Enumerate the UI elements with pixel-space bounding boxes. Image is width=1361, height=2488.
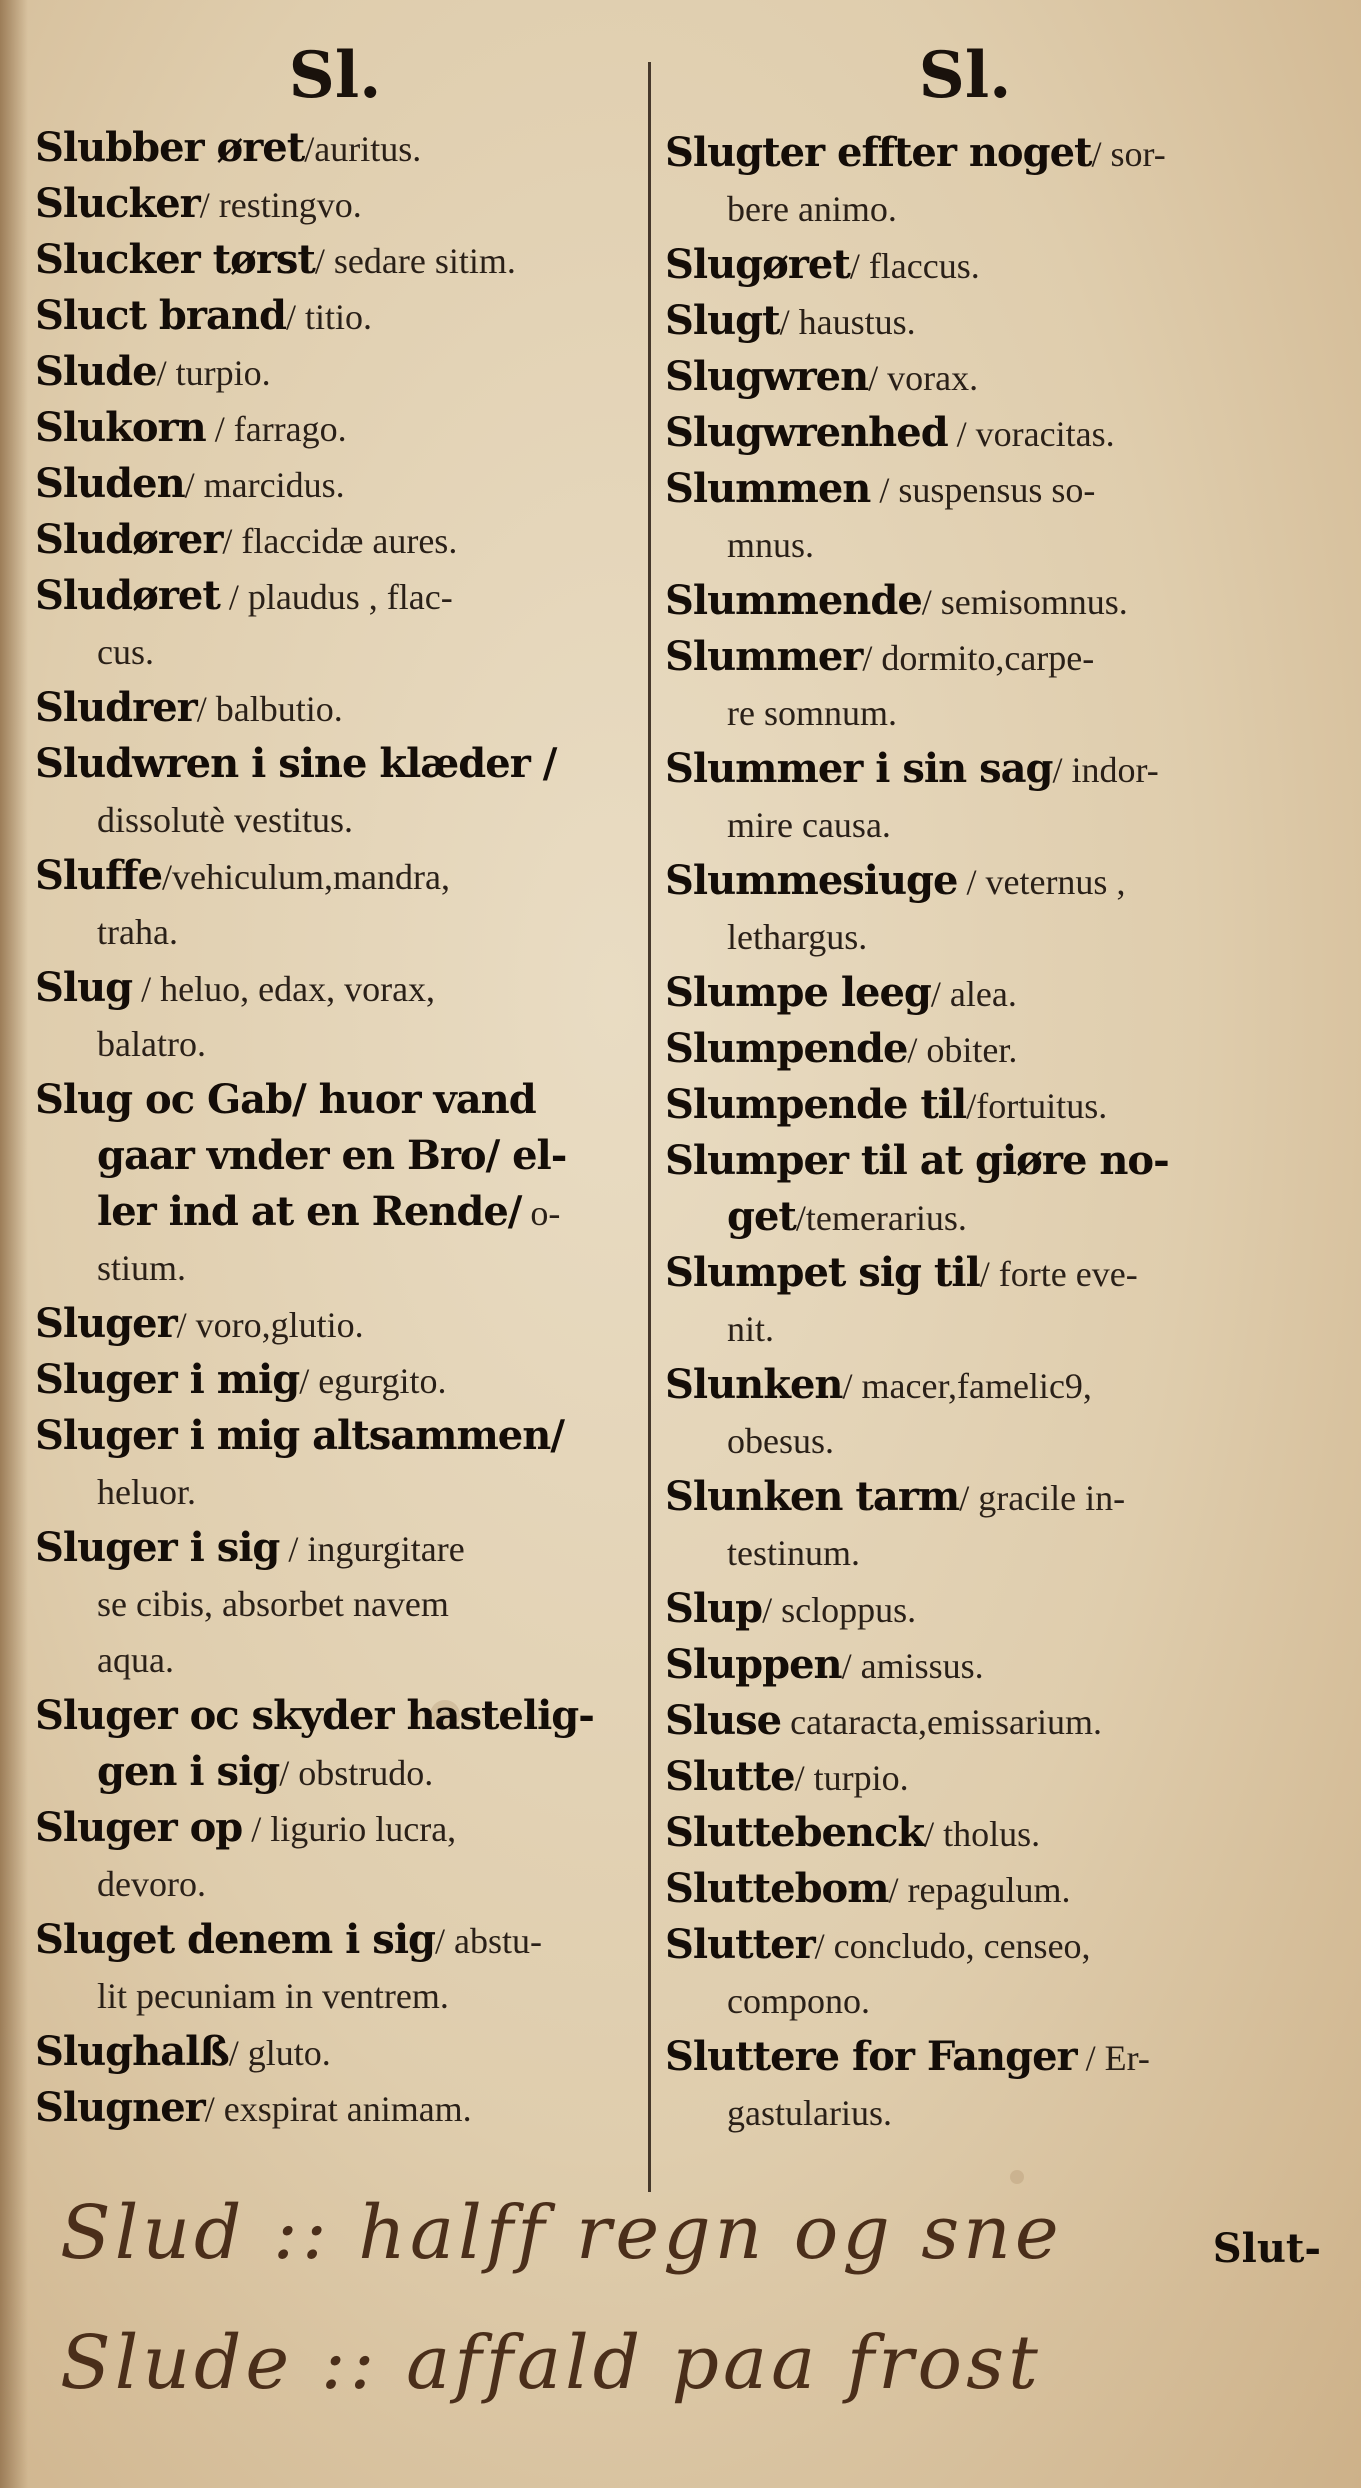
dictionary-line bbox=[665, 517, 1265, 573]
right-running-head: Sl. bbox=[918, 38, 1012, 113]
headword: Slutter bbox=[665, 1921, 815, 1968]
headword: Sluttebenck bbox=[665, 1809, 925, 1856]
latin-translation: / egurgito. bbox=[299, 1361, 447, 1401]
latin-translation: / Er- bbox=[1076, 2038, 1150, 2078]
headword: Slunken tarm bbox=[665, 1473, 960, 1520]
dictionary-line bbox=[35, 1688, 635, 1744]
dictionary-line bbox=[665, 1581, 1265, 1637]
latin-translation: mire causa. bbox=[727, 805, 891, 845]
column-divider bbox=[648, 62, 651, 2192]
latin-translation: / veternus , bbox=[957, 862, 1126, 902]
dictionary-line bbox=[35, 1744, 635, 1800]
dictionary-line bbox=[665, 1021, 1265, 1077]
latin-translation: / macer,famelic9, bbox=[842, 1366, 1092, 1406]
headword: Slumpet sig til bbox=[665, 1249, 980, 1296]
dictionary-line bbox=[35, 176, 635, 232]
headword: Sluct brand bbox=[35, 292, 286, 339]
headword: Sluse bbox=[665, 1697, 782, 1744]
dictionary-line bbox=[665, 1245, 1265, 1301]
dictionary-line bbox=[665, 909, 1265, 965]
dictionary-line bbox=[665, 797, 1265, 853]
left-entries bbox=[35, 120, 635, 2136]
latin-translation: / gracile in- bbox=[959, 1478, 1126, 1518]
dictionary-line bbox=[35, 456, 635, 512]
catchword: Slut- bbox=[1212, 2225, 1321, 2272]
headword: Sluget denem i sig bbox=[35, 1916, 435, 1963]
headword: Sluger oc skyder hastelig- bbox=[35, 1692, 594, 1739]
headword: Sluger op bbox=[35, 1804, 243, 1851]
headword: Slughalß bbox=[35, 2028, 229, 2075]
latin-translation: / plaudus , flac- bbox=[219, 577, 453, 617]
dictionary-line bbox=[35, 1016, 635, 1072]
dictionary-line bbox=[35, 344, 635, 400]
latin-translation: mnus. bbox=[727, 525, 815, 565]
latin-translation: / marcidus. bbox=[184, 465, 345, 505]
headword: get bbox=[727, 1193, 796, 1240]
headword: Sludøret bbox=[35, 572, 220, 619]
dictionary-line bbox=[35, 232, 635, 288]
latin-translation: bere animo. bbox=[727, 189, 897, 229]
latin-translation: / voracitas. bbox=[947, 414, 1115, 454]
latin-translation: / farrago. bbox=[205, 409, 347, 449]
headword: Slutte bbox=[665, 1753, 795, 1800]
latin-translation: /fortuitus. bbox=[966, 1086, 1108, 1126]
latin-translation: / vorax. bbox=[868, 358, 979, 398]
latin-translation: obesus. bbox=[727, 1421, 834, 1461]
dictionary-line bbox=[665, 125, 1265, 181]
dictionary-line bbox=[35, 1800, 635, 1856]
headword: Slunken bbox=[665, 1361, 843, 1408]
headword: Slumper til at giøre no- bbox=[665, 1137, 1169, 1184]
dictionary-line bbox=[665, 685, 1265, 741]
dictionary-line bbox=[665, 1413, 1265, 1469]
latin-translation: nit. bbox=[727, 1309, 775, 1349]
dictionary-line bbox=[35, 1520, 635, 1576]
latin-translation: / sor- bbox=[1091, 134, 1166, 174]
latin-translation: balatro. bbox=[97, 1024, 206, 1064]
latin-translation: / haustus. bbox=[779, 302, 916, 342]
latin-translation: /auritus. bbox=[304, 129, 422, 169]
headword: Slummer bbox=[665, 633, 863, 680]
dictionary-line bbox=[35, 400, 635, 456]
dictionary-line bbox=[35, 1072, 635, 1128]
headword: Slup bbox=[665, 1585, 763, 1632]
page-edge-shadow bbox=[0, 0, 28, 2488]
dictionary-line bbox=[665, 1637, 1265, 1693]
dictionary-line bbox=[35, 624, 635, 680]
latin-translation: / semisomnus. bbox=[921, 582, 1128, 622]
latin-translation: / sedare sitim. bbox=[314, 241, 516, 281]
latin-translation: / alea. bbox=[930, 974, 1017, 1014]
latin-translation: / abstu- bbox=[435, 1921, 542, 1961]
dictionary-line bbox=[35, 848, 635, 904]
dictionary-line bbox=[35, 512, 635, 568]
headword: Slummer i sin sag bbox=[665, 745, 1053, 792]
headword: Sluttebom bbox=[665, 1865, 889, 1912]
latin-translation: / turpio. bbox=[794, 1758, 909, 1798]
dictionary-line bbox=[35, 736, 635, 792]
headword: Slugwrenhed bbox=[665, 409, 948, 456]
latin-translation: / balbutio. bbox=[196, 689, 343, 729]
latin-translation: / obiter. bbox=[907, 1030, 1018, 1070]
dictionary-line bbox=[35, 1352, 635, 1408]
latin-translation: / flaccidæ aures. bbox=[222, 521, 458, 561]
dictionary-line bbox=[665, 1917, 1265, 1973]
dictionary-line bbox=[35, 792, 635, 848]
dictionary-line bbox=[35, 1408, 635, 1464]
headword: gen i sig bbox=[97, 1748, 280, 1795]
dictionary-line bbox=[35, 1184, 635, 1240]
dictionary-line bbox=[35, 1464, 635, 1520]
dictionary-line bbox=[665, 1973, 1265, 2029]
headword: Sluger i sig bbox=[35, 1524, 280, 1571]
paper-stain bbox=[1010, 2170, 1024, 2184]
dictionary-line bbox=[665, 1749, 1265, 1805]
latin-translation: / concludo, censeo, bbox=[814, 1926, 1091, 1966]
latin-translation: / amissus. bbox=[841, 1646, 984, 1686]
latin-translation: / exspirat animam. bbox=[204, 2089, 472, 2129]
latin-translation: /temerarius. bbox=[795, 1198, 967, 1238]
latin-translation: / titio. bbox=[285, 297, 372, 337]
headword: Slucker tørst bbox=[35, 236, 315, 283]
latin-translation: / scloppus. bbox=[762, 1590, 917, 1630]
headword: Sludrer bbox=[35, 684, 197, 731]
latin-translation: / flaccus. bbox=[849, 246, 980, 286]
dictionary-line bbox=[665, 1301, 1265, 1357]
dictionary-line bbox=[665, 237, 1265, 293]
headword: Slugwren bbox=[665, 353, 869, 400]
dictionary-line bbox=[665, 1861, 1265, 1917]
headword: Sluger i mig bbox=[35, 1356, 300, 1403]
latin-translation: / restingvo. bbox=[199, 185, 362, 225]
dictionary-line bbox=[665, 461, 1265, 517]
dictionary-line bbox=[35, 960, 635, 1016]
latin-translation: lit pecuniam in ventrem. bbox=[97, 1976, 449, 2016]
latin-translation: / voro,glutio. bbox=[176, 1305, 364, 1345]
headword: Slugter effter noget bbox=[665, 129, 1092, 176]
latin-translation: compono. bbox=[727, 1981, 870, 2021]
dictionary-line bbox=[665, 1525, 1265, 1581]
headword: Sluffe bbox=[35, 852, 163, 899]
latin-translation: se cibis, absorbet navem bbox=[97, 1584, 449, 1624]
latin-translation: / ligurio lucra, bbox=[242, 1809, 457, 1849]
latin-translation: / heluo, edax, vorax, bbox=[132, 969, 436, 1009]
left-running-head: Sl. bbox=[288, 38, 382, 113]
dictionary-line bbox=[35, 1240, 635, 1296]
headword: Sluger i mig altsammen/ bbox=[35, 1412, 564, 1459]
dictionary-line bbox=[665, 1469, 1265, 1525]
latin-translation: / repagulum. bbox=[888, 1870, 1071, 1910]
handwritten-note: Slud :: halff regn og sne bbox=[60, 2190, 1063, 2276]
headword: Slugøret bbox=[665, 241, 850, 288]
dictionary-line bbox=[665, 1357, 1265, 1413]
latin-translation: devoro. bbox=[97, 1864, 206, 1904]
headword: Slummende bbox=[665, 577, 922, 624]
handwritten-note: Slude :: affald paa frost bbox=[60, 2320, 1042, 2406]
headword: ler ind at en Rende/ bbox=[97, 1188, 522, 1235]
dictionary-line bbox=[665, 293, 1265, 349]
headword: Sluppen bbox=[665, 1641, 842, 1688]
dictionary-line bbox=[35, 1856, 635, 1912]
dictionary-line bbox=[665, 1189, 1265, 1245]
latin-translation: heluor. bbox=[97, 1472, 196, 1512]
dictionary-line bbox=[665, 1693, 1265, 1749]
latin-translation: traha. bbox=[97, 912, 178, 952]
headword: Sluttere for Fanger bbox=[665, 2033, 1077, 2080]
dictionary-line bbox=[665, 741, 1265, 797]
latin-translation: / obstrudo. bbox=[279, 1753, 434, 1793]
headword: Slukorn bbox=[35, 404, 206, 451]
dictionary-line bbox=[35, 1128, 635, 1184]
latin-translation: / ingurgitare bbox=[279, 1529, 465, 1569]
headword: Sludwren i sine klæder / bbox=[35, 740, 557, 787]
latin-translation: testinum. bbox=[727, 1533, 860, 1573]
latin-translation: o- bbox=[521, 1193, 561, 1233]
headword: Sludører bbox=[35, 516, 223, 563]
latin-translation: gastularius. bbox=[727, 2093, 892, 2133]
dictionary-line bbox=[665, 853, 1265, 909]
dictionary-line bbox=[35, 680, 635, 736]
headword: Slubber øret bbox=[35, 124, 305, 171]
headword: Sluden bbox=[35, 460, 185, 507]
headword: Slumpe leeg bbox=[665, 969, 931, 1016]
latin-translation: / suspensus so- bbox=[870, 470, 1096, 510]
headword: Sluger bbox=[35, 1300, 177, 1347]
latin-translation: / dormito,carpe- bbox=[862, 638, 1095, 678]
dictionary-line bbox=[665, 181, 1265, 237]
headword: Slumpende til bbox=[665, 1081, 967, 1128]
headword: Slucker bbox=[35, 180, 200, 227]
dictionary-line bbox=[35, 2080, 635, 2136]
dictionary-line bbox=[35, 2024, 635, 2080]
headword: Slug oc Gab/ huor vand bbox=[35, 1076, 536, 1123]
dictionary-line bbox=[665, 1077, 1265, 1133]
dictionary-line bbox=[665, 965, 1265, 1021]
dictionary-line bbox=[35, 120, 635, 176]
headword: Slummen bbox=[665, 465, 871, 512]
headword: Slummesiuge bbox=[665, 857, 958, 904]
latin-translation: cataracta,emissarium. bbox=[781, 1702, 1102, 1742]
dictionary-line bbox=[35, 288, 635, 344]
dictionary-line bbox=[665, 573, 1265, 629]
dictionary-line bbox=[665, 2029, 1265, 2085]
dictionary-line bbox=[665, 405, 1265, 461]
dictionary-line bbox=[665, 2085, 1265, 2141]
headword: gaar vnder en Bro/ el- bbox=[97, 1132, 567, 1179]
latin-translation: cus. bbox=[97, 632, 154, 672]
latin-translation: /vehiculum,mandra, bbox=[162, 857, 450, 897]
dictionary-line bbox=[35, 1968, 635, 2024]
headword: Slugt bbox=[665, 297, 780, 344]
dictionary-line bbox=[35, 1296, 635, 1352]
latin-translation: aqua. bbox=[97, 1640, 174, 1680]
dictionary-line bbox=[665, 1133, 1265, 1189]
latin-translation: / turpio. bbox=[156, 353, 271, 393]
dictionary-line bbox=[665, 349, 1265, 405]
headword: Slugner bbox=[35, 2084, 205, 2131]
latin-translation: re somnum. bbox=[727, 693, 897, 733]
dictionary-line bbox=[35, 1632, 635, 1688]
latin-translation: lethargus. bbox=[727, 917, 868, 957]
latin-translation: / gluto. bbox=[228, 2033, 331, 2073]
dictionary-line bbox=[35, 1576, 635, 1632]
latin-translation: stium. bbox=[97, 1248, 187, 1288]
dictionary-line bbox=[665, 629, 1265, 685]
dictionary-line bbox=[35, 1912, 635, 1968]
latin-translation: / indor- bbox=[1052, 750, 1159, 790]
dictionary-line bbox=[665, 1805, 1265, 1861]
headword: Slumpende bbox=[665, 1025, 908, 1072]
latin-translation: / tholus. bbox=[924, 1814, 1041, 1854]
dictionary-line bbox=[35, 904, 635, 960]
dictionary-line bbox=[35, 568, 635, 624]
right-entries bbox=[665, 125, 1265, 2141]
headword: Slude bbox=[35, 348, 157, 395]
latin-translation: dissolutè vestitus. bbox=[97, 800, 354, 840]
headword: Slug bbox=[35, 964, 133, 1011]
latin-translation: / forte eve- bbox=[979, 1254, 1138, 1294]
